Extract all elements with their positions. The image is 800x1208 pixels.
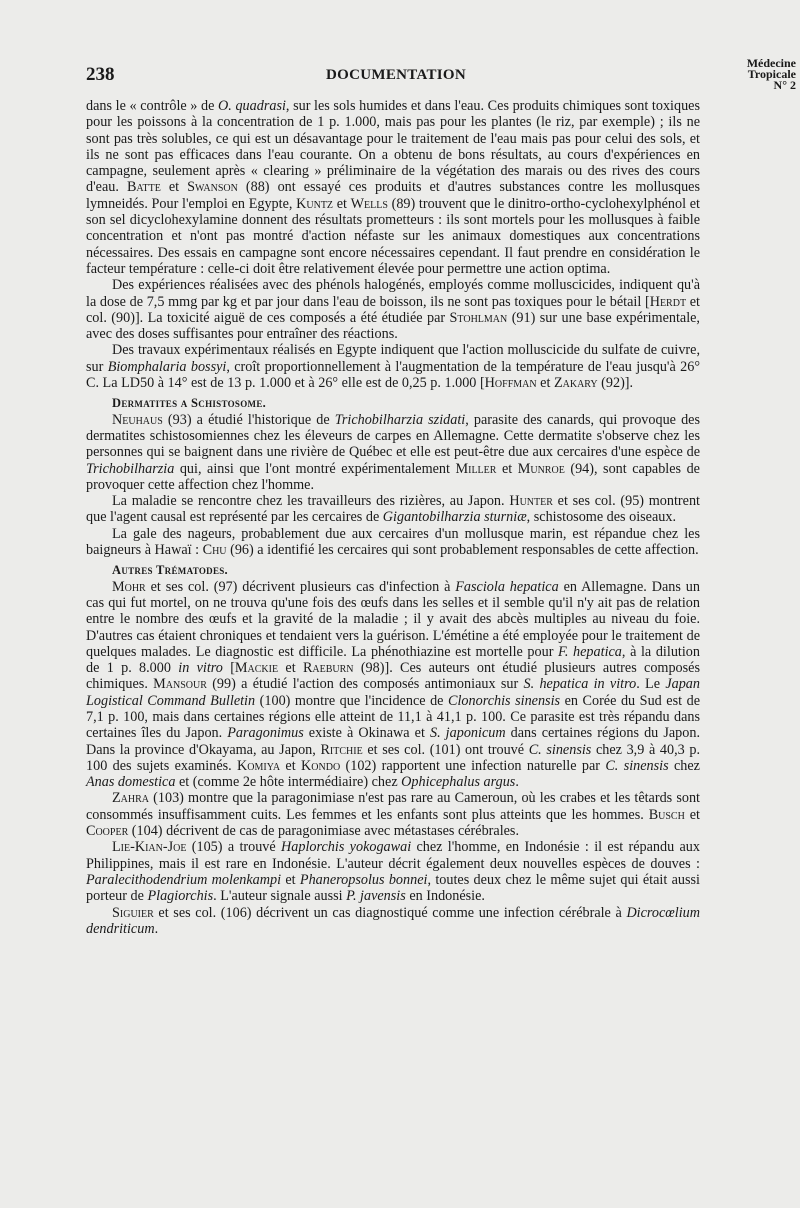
running-title: DOCUMENTATION bbox=[326, 67, 467, 83]
paragraph-1: dans le « contrôle » de O. quadrasi, sur les sols humides et dans l'eau. Ces produits chimiques sont toxiques pour les poissons à la concentration de 1 p. 1.000, mais pas pour les plantes (le riz, par exemple) ; ils ne sont pas très solubles, ce qui est un désavantage pour le traitement de l'eau mais pas pour celui des sols, et ils ne sont pas efficaces dans l'eau courante. On a obtenu de bons résultats, au cours d'expériences en campagne, seulement après « clearing » préliminaire de la végétation des marais ou des rives des cours d'eau. Batte et Swanson (88) ont essayé ces produits et d'autres substances contre les mollusques lymneidés. Pour l'emploi en Egypte, Kuntz et Wells (89) trouvent que le dinitro-ortho-cyclohexylphénol et son sel dicyclohexylamine donnent des résultats prometteurs : ils sont mortels pour les mollusques à faible concentration et n'ont pas montré d'action néfaste sur les animaux domestiques aux concentrations nécessaires. Des essais en campagne sont encore nécessaires cependant. Il faut prendre en considération le facteur température : celle-ci doit être relativement élevée pour permettre une action optima. bbox=[86, 98, 700, 277]
journal-issue: N° 2 bbox=[773, 78, 796, 92]
body-text bbox=[86, 98, 700, 937]
paragraph-8: Zahra (103) montre que la paragonimiase n'est pas rare au Cameroun, où les crabes et les têtards sont consommés insuffisamment cuits. Les femmes et les enfants sont plus atteints que les hommes. Busch et Cooper (104) décrivent de cas de paragonimiase avec métastases cérébrales. bbox=[86, 790, 700, 840]
paragraph-2: Des expériences réalisées avec des phénols halogénés, employés comme molluscicides, indiquent qu'à la dose de 7,5 mmg par kg et par jour dans l'eau de boisson, ils ne sont pas toxiques pour le bétail [Herdt et col. (90)]. La toxicité aiguë de ces composés a été étudiée par Stohlman (91) sur une base expérimentale, avec des doses suffisantes pour entraîner des réactions. bbox=[86, 277, 700, 343]
paragraph-7: Mohr et ses col. (97) décrivent plusieurs cas d'infection à Fasciola hepatica en Allemagne. Dans un cas qui fut mortel, on ne trouva qu'une fois des œufs dans les selles et il semble qu'il n'y ait pas de relation entre le nombre des œufs et la gravité de la maladie ; il y avait des abcès multiples au niveau du foie. D'autres cas étaient chroniques et tendaient vers la guérison. L'émétine a été employée pour le traitement de quelques malades. Le diagnostic est difficile. La phénothiazine est mortelle pour F. hepatica, à la dilution de 1 p. 8.000 in vitro [Mackie et Raeburn (98)]. Ces auteurs ont étudié plusieurs autres composés chimiques. Mansour (99) a étudié l'action des composés antimoniaux sur S. hepatica in vitro. Le Japan Logistical Command Bulletin (100) montre que l'incidence de Clonorchis sinensis en Corée du Sud est de 7,1 p. 100, mais dans certaines régions elle atteint de 11,1 à 41,1 p. 100. Ce parasite est très répandu dans certaines îles du Japon. Paragonimus existe à Okinawa et S. japonicum dans certaines régions du Japon. Dans la province d'Okayama, au Japon, Ritchie et ses col. (101) ont trouvé C. sinensis chez 3,9 à 40,3 p. 100 des sujets examinés. Komiya et Kondo (102) rapportent une infection naturelle par C. sinensis chez Anas domestica et (comme 2e hôte intermédiaire) chez Ophicephalus argus. bbox=[86, 578, 700, 791]
paragraph-5: La maladie se rencontre chez les travailleurs des rizières, au Japon. Hunter et ses col. (95) montrent que l'agent causal est représenté par les cercaires de Gigantobilharzia sturniæ, schistosome des oiseaux. bbox=[86, 493, 700, 526]
paragraph-4: Neuhaus (93) a étudié l'historique de Trichobilharzia szidati, parasite des canards, qui provoque des dermatites schistosomiennes chez les éleveurs de carpes en Allemagne. Cette dermatite s'observe chez les personnes qui se baignent dans une rivière de Québec et elle est peut-être due aux cercaires d'une espèce de Trichobilharzia qui, ainsi que l'ont montré expérimentalement Miller et Munroe (94), sont capables de provoquer cette affection chez l'homme. bbox=[86, 411, 701, 493]
paragraph-6: La gale des nageurs, probablement due aux cercaires d'un mollusque marin, est répandue chez les baigneurs à Hawaï : Chu (96) a identifié les cercaires qui sont probablement responsables de cette affection. bbox=[86, 525, 700, 559]
paragraph-10: Siguier et ses col. (106) décrivent un cas diagnostiqué comme une infection cérébrale à Dicrocœlium dendriticum. bbox=[86, 904, 700, 937]
journal-line-1: Médecine bbox=[746, 56, 796, 70]
section-heading-trematodes: Autres Trématodes. bbox=[112, 563, 228, 578]
journal-line-2: Tropicale bbox=[747, 67, 796, 81]
paragraph-3: Des travaux expérimentaux réalisés en Egypte indiquent que l'action molluscicide du sulfate de cuivre, sur Biomphalaria bossyi, croît proportionnellement à l'augmentation de la température de l'eau jusqu'à 26° C. La LD50 à 14° est de 13 p. 1.000 et à 26° elle est de 0,25 p. 1.000 [Hoffman et Zakary (92)]. bbox=[86, 342, 700, 392]
journal-name bbox=[747, 58, 796, 91]
paragraph-9: Lie-Kian-Joe (105) a trouvé Haplorchis yokogawai chez l'homme, en Indonésie : il est répandu aux Philippines, mais il est rare en Indonésie. L'auteur décrit également deux nouvelles espèces de douves : Paralecithodendrium molenkampi et Phaneropsolus bonnei, toutes deux chez le même sujet qui était aussi porteur de Plagiorchis. L'auteur signale aussi P. javensis en Indonésie. bbox=[86, 839, 700, 905]
page-number: 238 bbox=[86, 64, 115, 85]
section-heading-dermatites: Dermatites a Schistosome. bbox=[112, 396, 267, 411]
